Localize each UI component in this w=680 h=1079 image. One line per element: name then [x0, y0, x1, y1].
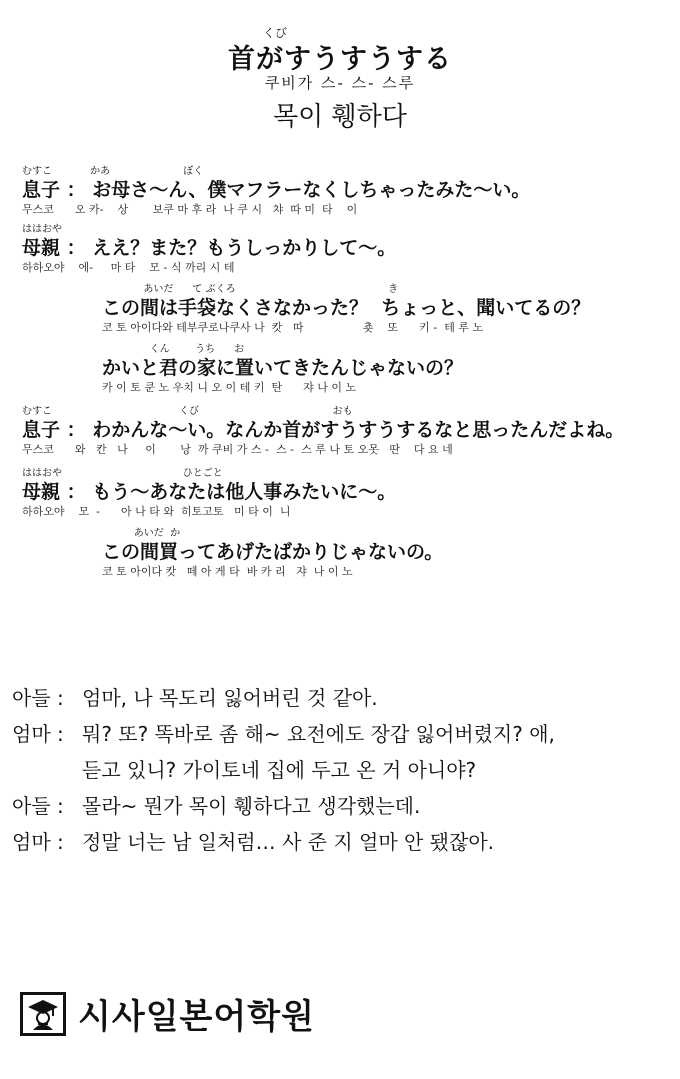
- dialogue-line-3: [22, 284, 680, 335]
- speaker-label: 아들 :: [12, 686, 64, 710]
- ruby-text: あいだ か: [102, 528, 181, 539]
- translation-text: 뭐? 또? 똑바로 좀 해~ 요전에도 장갑 잃어버렸지? 애,: [82, 722, 555, 746]
- korean-reading: 카 이 토 쿤 노 우치 니 오 이 테 키 탄 쟈 나 이 노: [102, 381, 357, 394]
- translation-line: [12, 752, 672, 788]
- speaker-label: 아들 :: [12, 794, 64, 818]
- dialogue-line-7: [22, 528, 680, 579]
- japanese-line: 息子 ： わかんな～い。なんか首がすうすうするなと思ったんだよね。: [22, 419, 625, 441]
- speaker-label: 엄마 :: [12, 830, 64, 854]
- japanese-line: 母親 ： もう～あなたは他人事みたいに～。: [22, 481, 397, 503]
- korean-reading: 코 토 아이다 캇 떼 아 게 타 바 카 리 쟈 나 이 노: [102, 565, 353, 578]
- title-korean-reading: 쿠비가 스- 스- 스루: [264, 74, 416, 92]
- title-block: [0, 24, 680, 76]
- graduate-icon: [20, 992, 66, 1036]
- ruby-text: むすこ かあ ぼく: [22, 166, 204, 177]
- japanese-line: 息子 ： お母さ～ん、僕マフラーなくしちゃったみた～い。: [22, 179, 531, 201]
- ruby-text: くん うち お: [102, 344, 245, 355]
- translation-text: 정말 너는 남 일처럼… 사 준 지 얼마 안 됐잖아.: [82, 830, 495, 854]
- translation-line: [12, 824, 672, 860]
- translation-text: 엄마, 나 목도리 잃어버린 것 같아.: [82, 686, 378, 710]
- korean-reading: 하하오야 모 - 아 나 타 와 히토고토 미 타 이 니: [22, 505, 291, 518]
- korean-reading: 무스코 와 칸 나 이 낭 까 쿠비 가 스 - 스 - 스 루 나 토 오못 딴 다 요 네: [22, 443, 453, 456]
- japanese-line: この間買ってあげたばかりじゃないの。: [102, 541, 444, 563]
- ruby-text: むすこ くび おも: [22, 406, 353, 417]
- title-korean-meaning: 목이 휑하다: [273, 102, 407, 132]
- school-logo: [20, 989, 315, 1038]
- korean-reading: 하하오야 에- 마 타 모 - 식 까리 시 테: [22, 261, 235, 274]
- dialogue-line-1: [22, 166, 672, 217]
- translation-text: 듣고 있니? 가이토네 집에 두고 온 거 아니야?: [82, 758, 477, 782]
- korean-reading: 무스코 오 카- 상 보쿠 마 후 라 나 쿠 시 챠 따 미 타 이: [22, 203, 358, 216]
- translation-line: [12, 716, 672, 752]
- title-japanese: 首がすうすうする: [228, 44, 452, 75]
- japanese-line: かいと君の家に置いてきたんじゃないの？: [102, 357, 464, 379]
- dialogue-line-6: [22, 468, 672, 519]
- translation-line: [12, 788, 672, 824]
- ruby-text: ははおや ひとごと: [22, 468, 223, 479]
- dialogue-line-5: [22, 406, 672, 457]
- logo-text: 시사일본어학원: [78, 997, 315, 1037]
- dialogue-line-4: [22, 344, 680, 395]
- translation-line: [12, 680, 672, 716]
- korean-translation: [12, 680, 672, 860]
- dialogue-line-2: [22, 224, 672, 275]
- japanese-line: この間は手袋なくさなかった？ ちょっと、聞いてるの？: [102, 297, 591, 319]
- japanese-line: 母親 ： ええ？また？もうしっかりして～。: [22, 237, 397, 259]
- translation-text: 몰라~ 뭔가 목이 휑하다고 생각했는데.: [82, 794, 421, 818]
- title-ruby: くび: [262, 26, 287, 40]
- ruby-text: あいだ て ぶくろ き: [102, 284, 399, 295]
- speaker-label: 엄마 :: [12, 722, 64, 746]
- ruby-text: ははおや: [22, 224, 62, 235]
- korean-reading: 코 토 아이다와 테부쿠로나쿠사 나 캇 따 춋 또 키 - 테 루 노: [102, 321, 484, 334]
